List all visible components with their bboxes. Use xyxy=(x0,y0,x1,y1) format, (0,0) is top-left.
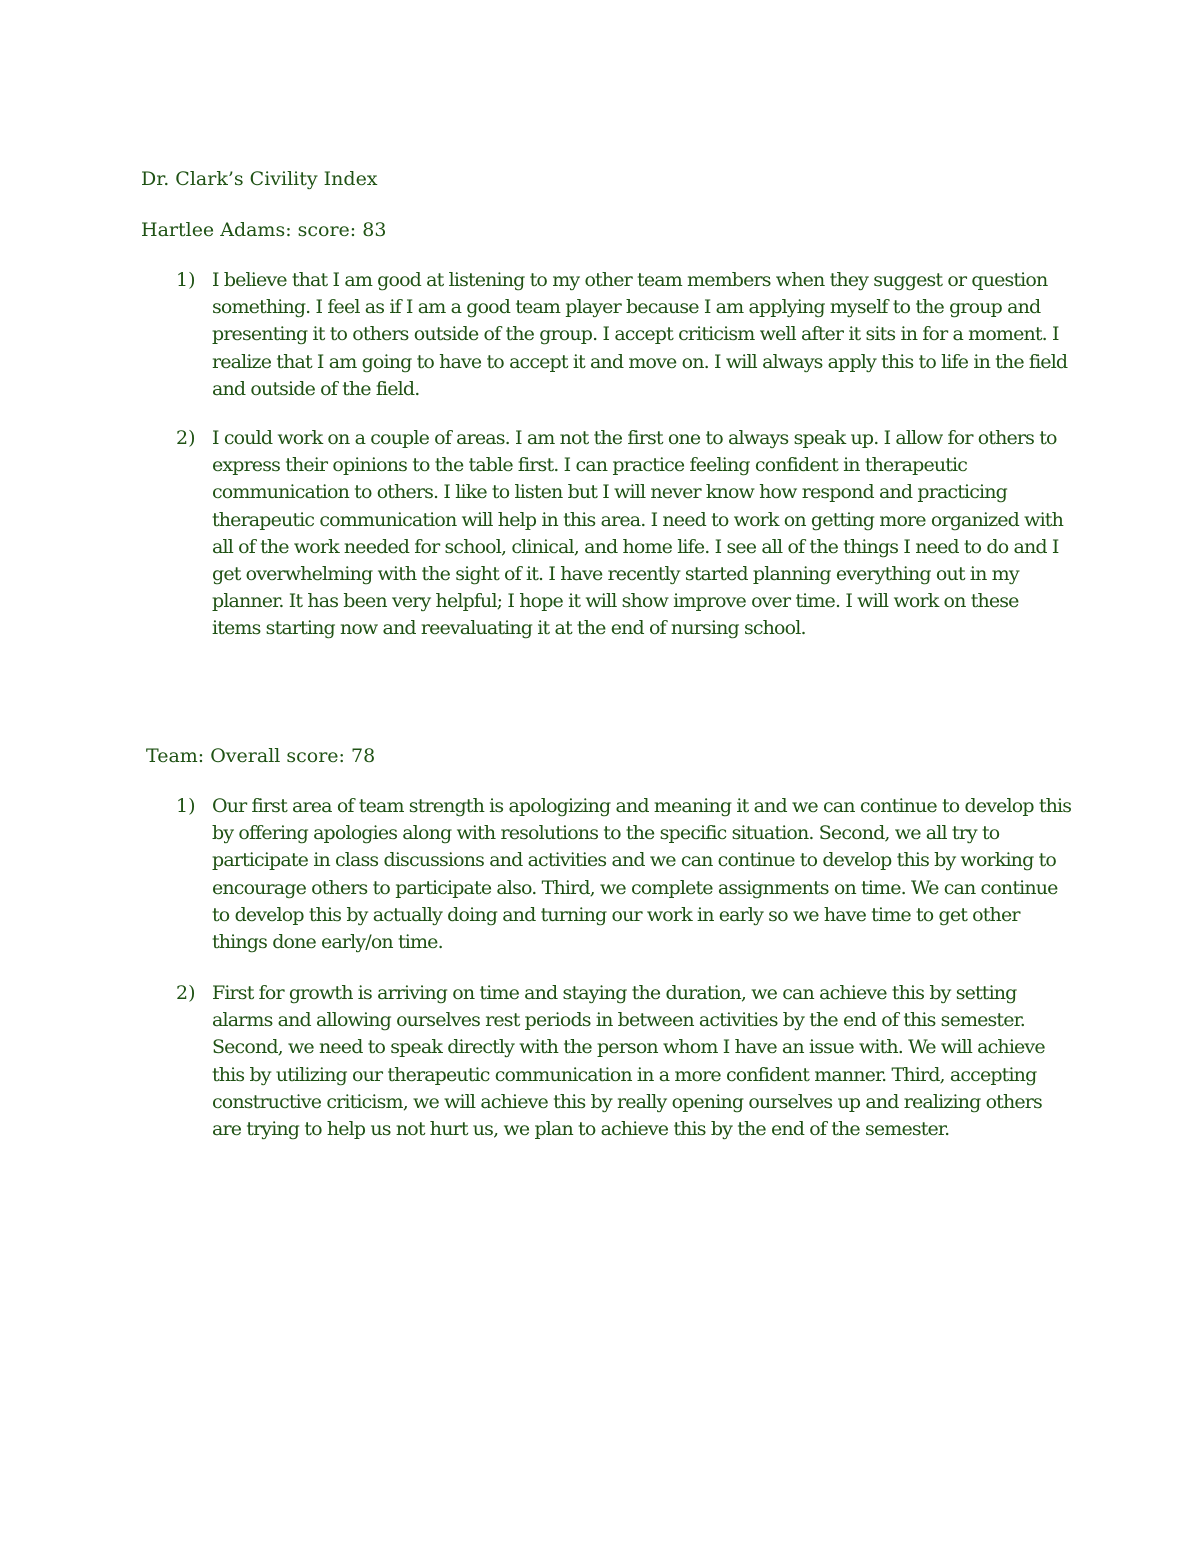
team-score-heading: Team: Overall score: 78 xyxy=(146,745,376,767)
list-item-number: 1) xyxy=(176,795,196,817)
list-item-text: I could work on a couple of areas. I am not the first one to always speak up. I allow for others to express their opinions to the table first. I can practice feeling confident in therapeutic communication to others. I like to listen but I will never know how respond and practicing therapeutic communication will help in this area. I need to work on getting more organized with all of the work needed for school, clinical, and home life. I see all of the things I need to do and I get overwhelming with the sight of it. I have recently started planning everything out in my planner. It has been very helpful; I hope it will show improve over time. I will work on these items starting now and reevaluating it at the end of nursing school. xyxy=(212,427,1063,640)
list-item-number: 1) xyxy=(176,269,196,291)
individual-score-heading: Hartlee Adams: score: 83 xyxy=(141,219,387,241)
list-item-text: I believe that I am good at listening to my other team members when they suggest or question something. I feel as if I am a good team player because I am applying myself to the group and presenting it to others outside of the group. I accept criticism well after it sits in for a moment. I realize that I am going to have to accept it and move on. I will always apply this to life in the field and outside of the field. xyxy=(212,269,1068,400)
list-item-number: 2) xyxy=(176,427,196,449)
document-title: Dr. Clark’s Civility Index xyxy=(141,168,378,190)
list-item-text: Our first area of team strength is apologizing and meaning it and we can continue to develop this by offering apologies along with resolutions to the specific situation. Second, we all try to participate in class discussions and activities and we can continue to develop this by working to encourage others to participate also. Third, we complete assignments on time. We can continue to develop this by actually doing and turning our work in early so we have time to get other things done early/on time. xyxy=(212,795,1072,954)
list-item-text: First for growth is arriving on time and staying the duration, we can achieve this by setting alarms and allowing ourselves rest periods in between activities by the end of this semester. Second, we need to speak directly with the person whom I have an issue with. We will achieve this by utilizing our therapeutic communication in a more confident manner. Third, accepting constructive criticism, we will achieve this by really opening ourselves up and realizing others are trying to help us not hurt us, we plan to achieve this by the end of the semester. xyxy=(212,982,1045,1141)
list-item-number: 2) xyxy=(176,982,196,1004)
